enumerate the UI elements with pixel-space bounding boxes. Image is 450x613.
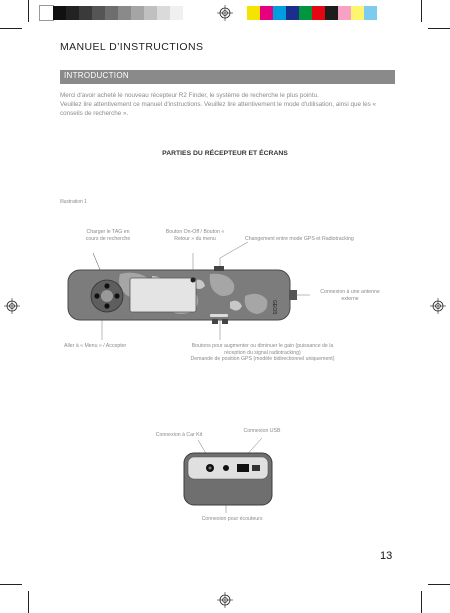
gray-swatch [66,6,79,20]
color-swatch [247,6,260,20]
color-swatch [325,6,338,20]
callout-usb: Connexion USB [243,428,281,434]
gray-swatch [79,6,92,20]
crop-mark [0,28,22,29]
registration-mark-icon [217,592,233,608]
color-swatch [286,6,299,20]
gray-swatch [157,6,170,20]
crop-mark [428,28,450,29]
color-swatch [364,6,377,20]
callout-menu-accept: Aller à « Menu » / Accepter [64,343,127,349]
intro-line: Veuillez lire attentivement ce manuel d'instructions. Veuillez lire attentivement le mode d'utilisation, ainsi que les « [60,100,377,108]
callout-external-antenna: Connexion à une antenne externe [320,289,380,302]
registration-mark-icon [217,5,233,21]
crop-mark [421,0,422,22]
color-swatch [299,6,312,20]
callout-mode-switch: Changement entre mode GPS et Radiotracking [245,236,354,242]
crop-mark [28,591,29,613]
page-number: 13 [380,550,393,562]
gray-swatch [40,6,53,20]
registration-mark-icon [4,298,20,314]
page-title: MANUEL D’INSTRUCTIONS [60,41,204,53]
crop-mark [0,584,22,585]
registration-mark-icon [430,298,446,314]
grayscale-color-bar [40,6,183,20]
intro-paragraph [60,92,400,118]
callout-gain-buttons: Boutons pour augmenter ou diminuer le gain (puissance de la réception du signal radiotracking) Demande de position GPS (modèle bidirectionnel uniquement) [190,343,335,362]
section-label: INTRODUCTION [64,71,129,80]
gray-swatch [170,6,183,20]
color-swatch [312,6,325,20]
color-swatch [260,6,273,20]
intro-line: conseils de recherche ». [60,109,129,117]
crop-mark [428,584,450,585]
callout-earphones: Connexion pour écouteurs [201,516,263,522]
gray-swatch [118,6,131,20]
crop-mark [28,0,29,22]
intro-line: Merci d'avoir acheté le nouveau récepteur R2 Finder, le système de recherche le plus pointu. [60,92,319,99]
gray-swatch [131,6,144,20]
color-swatch [351,6,364,20]
color-swatch [338,6,351,20]
gray-swatch [53,6,66,20]
callout-charge-tag: Charger le TAG en cours de recherche [85,229,131,242]
callout-car-kit: Connexion à Car Kit [155,432,203,438]
section-subheading: PARTIES DU RÉCEPTEUR ET ÉCRANS [162,150,288,157]
receiver-bottom-view-illustration [180,435,280,515]
cmyk-color-bar [247,6,377,20]
device-brand-label: GEOS [271,300,277,315]
figure-label: Illustration 1 [60,199,87,205]
color-swatch [273,6,286,20]
gray-swatch [92,6,105,20]
receiver-device-illustration [60,240,400,340]
gray-swatch [105,6,118,20]
crop-mark [421,591,422,613]
gray-swatch [144,6,157,20]
callout-on-off-button: Bouton On-Off / Bouton « Retour » du menu [165,229,225,242]
